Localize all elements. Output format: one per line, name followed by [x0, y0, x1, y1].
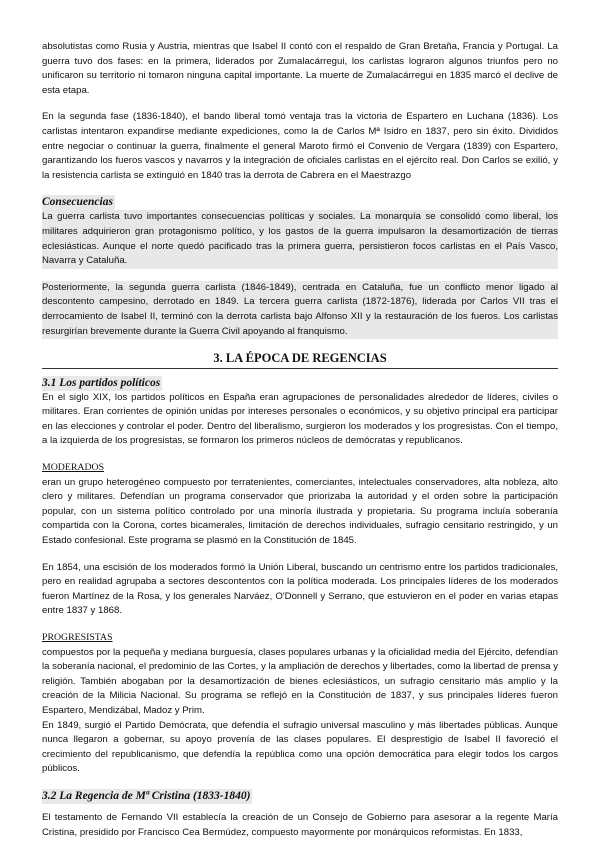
regencia-paragraph: El testamento de Fernando VII establecía la creación de un Consejo de Gobierno para asesorar a la regente María Cristina, presidido por Francisco Cea Bermúdez, compuesto mayormente por monárquicos reformistas. En 1833,: [42, 811, 558, 838]
document-page: [42, 40, 558, 840]
consecuencias-heading: Consecuencias: [42, 196, 113, 209]
partidos-heading: 3.1 Los partidos políticos: [42, 376, 161, 389]
partidos-paragraph: En el siglo XIX, los partidos políticos en España eran agrupaciones de personalidades alrededor de líderes, civiles o militares. Eran corrientes de opinión unidas por intereses personales o económicos, y su objetivo principal era participar en las elecciones y controlar el poder. Dentro del liberalismo, surgieron los moderados y los progresistas. Con el tiempo, a la izquierda de los progresistas, se formaron los primeros núcleos de demócratas y republicanos.: [42, 391, 558, 447]
consecuencias-paragraph-2: Posteriormente, la segunda guerra carlista (1846-1849), centrada en Cataluña, fue un conflicto menor ligado al descontento campesino, derrotado en 1849. La tercera guerra carlista (1872-1876), liderada por Carlos VII tras el derrocamiento de Isabel II, terminó con la derrota carlista bajo Alfonso XII y la restauración de los fueros. Los carlistas resurgirían brevemente durante la Guerra Civil apoyando al franquismo.: [42, 281, 558, 339]
moderados-label: MODERADOS: [42, 462, 105, 474]
consecuencias-heading-wrap: [42, 195, 558, 210]
regencia-heading: 3.2 La Regencia de Mª Cristina (1833-1840): [42, 789, 251, 802]
intro-paragraph-1: absolutistas como Rusia y Austria, mientras que Isabel II contó con el respaldo de Gran Bretaña, Francia y Portugal. La guerra tuvo dos fases: en la primera, liderados por Zumalacárregui, los carlistas lograron algunos triunfos pero no unificaron su territorio ni tomaron ninguna capital importante. La muerte de Zumalacárregui en 1835 marcó el declive de esta etapa.: [42, 41, 558, 96]
partidos-heading-wrap: [42, 376, 558, 391]
consecuencias-paragraph-1: La guerra carlista tuvo importantes consecuencias políticas y sociales. La monarquía se consolidó como liberal, los militares adquirieron gran protagonismo político, y los gastos de la guerra impulsaron la desamortización de tierras eclesiásticas. Aunque el norte quedó pacificado tras la primera guerra, persistieron focos carlistas en el País Vasco, Navarra y Cataluña.: [42, 210, 558, 268]
intro-paragraph-2: En la segunda fase (1836-1840), el bando liberal tomó ventaja tras la victoria de Espartero en Luchana (1836). Los carlistas intentaron expandirse mediante expediciones, como la de Carlos Mª Isidro en 1837, pero sin éxito. Divididos entre negociar o continuar la guerra, finalmente el general Maroto firmó el Convenio de Vergara (1839) con Espartero, garantizando los fueros vascos y navarros y la integración de oficiales carlistas en el ejército real. Don Carlos se exilió, y la resistencia carlista se extinguió en 1840 tras la derrota de Cabrera en el Maestrazgo: [42, 111, 558, 181]
progresistas-paragraph-2: En 1849, surgió el Partido Demócrata, que defendía el sufragio universal masculino y más libertades públicas. Aunque nunca llegaron a gobernar, su apoyo provenía de las clases populares. El desprestigio de Isabel II favoreció el crecimiento del republicanismo, que defendía la república como una opción democrática para elegir todos los cargos públicos.: [42, 719, 558, 775]
section-title: 3. LA ÉPOCA DE REGENCIAS: [42, 351, 558, 369]
regencia-heading-wrap: [42, 789, 558, 804]
moderados-paragraph-1: eran un grupo heterogéneo compuesto por terratenientes, comerciantes, intelectuales conservadores, alta nobleza, alto clero y militares. Defendían un programa conservador que priorizaba la autoridad y el orden sobre la participación popular, con un sistema político controlado por una minoría ilustrada y propietaria. Su programa incluía soberanía compartida con la Corona, cortes bicamerales, limitación de derechos individuales, sufragio censitario restringido, y un Estado confesional. Este programa se plasmó en la Constitución de 1845.: [42, 476, 558, 547]
progresistas-paragraph-1: compuestos por la pequeña y mediana burguesía, clases populares urbanas y la oficialidad media del Ejército, defendían la soberanía nacional, el predominio de las Cortes, y la ampliación de derechos y libertades, como la libertad de prensa y religión. También abogaban por la desamortización de bienes eclesiásticos, un sufragio censitario más amplio y la creación de la Milicia Nacional. Su programa se reflejó en la Constitución de 1837, y sus principales líderes fueron Espartero, Mendizábal, Madoz y Prim.: [42, 646, 558, 716]
moderados-paragraph-2: En 1854, una escisión de los moderados formó la Unión Liberal, buscando un centrismo entre los partidos tradicionales, pero en realidad agrupaba a sectores descontentos con la política moderada. Los principales líderes de los moderados fueron Martínez de la Rosa, y los generales Narváez, O'Donnell y Serrano, que estuvieron en el poder en varias etapas entre 1837 y 1868.: [42, 561, 558, 617]
progresistas-label: PROGRESISTAS: [42, 632, 113, 643]
